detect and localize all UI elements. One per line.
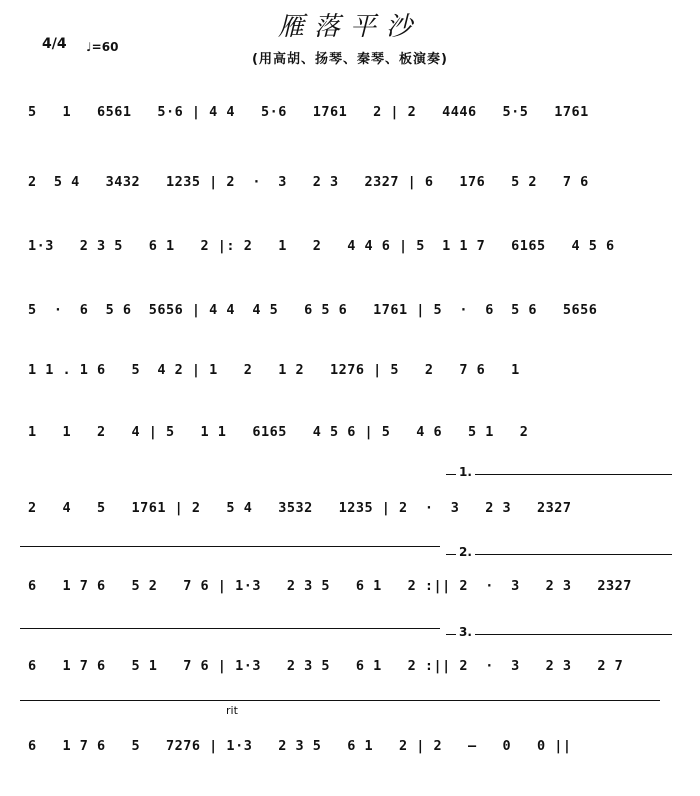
volta-bracket-2 <box>446 545 672 569</box>
volta-bracket-3 <box>446 625 672 649</box>
tempo-marking: ♩=60 <box>86 40 119 54</box>
score-row-1 <box>0 104 700 134</box>
score-row-3 <box>0 238 700 268</box>
score-row-text: 2 4 5 1761 | 2 5 4 3532 1235 | 2 · 3 2 3 2327 <box>28 500 572 516</box>
score-row-text: 6 1 7 6 5 2 7 6 | 1·3 2 3 5 6 1 2 :|| 2 · 3 2 3 2327 <box>28 578 632 594</box>
score-row-7 <box>0 500 700 530</box>
score-row-9 <box>0 658 700 688</box>
score-row-text: 1 1 2 4 | 5 1 1 6165 4 5 6 | 5 4 6 5 1 2 <box>28 424 529 440</box>
score-row-5 <box>0 362 700 392</box>
score-row-text: 2 5 4 3432 1235 | 2 · 3 2 3 2327 | 6 176 5 2 7 6 <box>28 174 589 190</box>
divider-line <box>20 700 660 701</box>
score-row-text: 5 · 6 5 6 5656 | 4 4 4 5 6 5 6 1761 | 5 · 6 5 6 5656 <box>28 302 598 318</box>
score-row-4 <box>0 302 700 332</box>
volta-label: 2. <box>456 545 475 559</box>
volta-label: 1. <box>456 465 475 479</box>
score-row-text: 1 1 . 1 6 5 4 2 | 1 2 1 2 1276 | 5 2 7 6 1 <box>28 362 520 378</box>
score-title: 雁落平沙 <box>277 12 422 42</box>
rit-marking: rit <box>226 704 238 717</box>
score-row-2 <box>0 174 700 204</box>
divider-line <box>20 546 440 547</box>
score-row-6 <box>0 424 700 454</box>
score-row-text: 5 1 6561 5·6 | 4 4 5·6 1761 2 | 2 4446 5·5 1761 <box>28 104 589 120</box>
score-subtitle: (用高胡、扬琴、秦琴、板演奏) <box>252 52 448 67</box>
score-row-8 <box>0 578 700 608</box>
volta-bracket-1 <box>446 465 672 489</box>
score-row-text: 6 1 7 6 5 1 7 6 | 1·3 2 3 5 6 1 2 :|| 2 · 3 2 3 2 7 <box>28 658 624 674</box>
divider-line <box>20 628 440 629</box>
time-signature: 4/4 <box>42 36 67 52</box>
score-row-text: 6 1 7 6 5 7276 | 1·3 2 3 5 6 1 2 | 2 — 0 0 || <box>28 738 572 754</box>
volta-label: 3. <box>456 625 475 639</box>
score-row-10 <box>0 738 700 768</box>
score-row-text: 1·3 2 3 5 6 1 2 |: 2 1 2 4 4 6 | 5 1 1 7 6165 4 5 6 <box>28 238 615 254</box>
